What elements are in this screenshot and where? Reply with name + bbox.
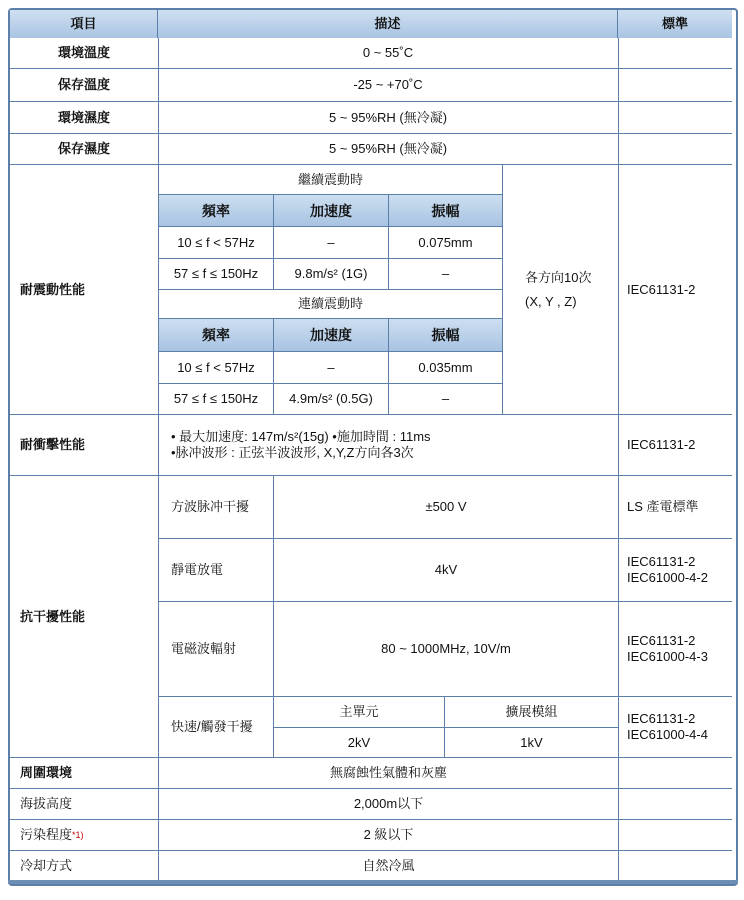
noise-burst-standard2: IEC61000-4-4 xyxy=(627,727,708,742)
row-label-op-humidity: 環境濕度 xyxy=(57,109,110,125)
vib-inter-row2-amp: – xyxy=(441,391,450,406)
noise-esd-standard xyxy=(619,539,732,601)
noise-radiated-standard1: IEC61131-2 xyxy=(627,633,696,648)
noise-radiated-standard2: IEC61000-4-3 xyxy=(627,649,708,664)
header-description: 描述 xyxy=(158,10,618,38)
noise-burst-name: 快速/觸發干擾 xyxy=(171,719,253,734)
noise-radiated-value: 80 ~ 1000MHz, 10V/m xyxy=(381,641,511,656)
noise-esd-standard1: IEC61131-2 xyxy=(627,554,696,569)
vib-inter-col-amp: 振幅 xyxy=(389,319,502,351)
row-label-op-temp: 環境溫度 xyxy=(57,45,110,60)
vib-cont-col-freq: 頻率 xyxy=(159,195,273,226)
shock-label: 耐衝擊性能 xyxy=(20,437,86,452)
shock-description xyxy=(159,415,618,475)
noise-burst-standard xyxy=(619,697,732,757)
vibration-intermittent-title: 連續震動時 xyxy=(297,296,363,311)
tail-cooling-label: 冷却方式 xyxy=(20,858,73,873)
vib-cont-row2-freq: 57 ≤ f ≤ 150Hz xyxy=(173,266,259,281)
tail-altitude-value: 2,000m以下 xyxy=(353,796,424,811)
vib-cont-row2-amp: – xyxy=(441,266,450,281)
noise-radiated-standard xyxy=(619,602,732,696)
header-standard: 標準 xyxy=(618,10,732,38)
tail-pollution-label-cell xyxy=(10,820,158,850)
vib-cont-row1-accel: – xyxy=(327,234,335,250)
noise-esd-standard2: IEC61000-4-2 xyxy=(627,570,708,585)
noise-esd-name: 靜電放電 xyxy=(171,562,224,577)
noise-burst-standard1: IEC61131-2 xyxy=(627,711,696,726)
row-value-store-temp: -25 ~ +70˚C xyxy=(353,77,423,92)
noise-burst-main-value: 2kV xyxy=(347,734,371,750)
noise-esd-value: 4kV xyxy=(434,562,458,577)
vib-cont-col-amp: 振幅 xyxy=(389,195,502,226)
vib-inter-col-freq: 頻率 xyxy=(159,319,273,351)
vib-cont-col-accel: 加速度 xyxy=(274,195,388,226)
vibration-direction-line1: 各方向10次 xyxy=(525,269,592,285)
noise-burst-expansion: 擴展模組 xyxy=(505,704,558,719)
row-label-store-temp: 保存溫度 xyxy=(57,77,110,92)
tail-env-value: 無腐蝕性氣體和灰塵 xyxy=(329,765,447,780)
header-item: 項目 xyxy=(10,10,158,38)
vib-inter-row2-freq: 57 ≤ f ≤ 150Hz xyxy=(173,391,259,406)
tail-pollution-label: 污染程度 xyxy=(20,827,73,842)
shock-standard: IEC61131-2 xyxy=(627,437,696,452)
vibration-direction xyxy=(503,165,618,414)
tail-cooling-value: 自然冷風 xyxy=(362,858,415,873)
vib-inter-row1-freq: 10 ≤ f < 57Hz xyxy=(177,359,255,375)
vib-cont-row2-accel: 9.8m/s² (1G) xyxy=(294,266,368,281)
row-label-store-humidity: 保存濕度 xyxy=(57,141,110,156)
row-value-op-temp: 0 ~ 55˚C xyxy=(362,45,414,60)
noise-square-value: ±500 V xyxy=(425,499,467,514)
row-value-store-humidity: 5 ~ 95%RH (無冷凝) xyxy=(328,141,448,156)
noise-square-standard: LS 產電標準 xyxy=(627,499,699,514)
noise-burst-expansion-value: 1kV xyxy=(520,734,543,750)
tail-pollution-value: 2 級以下 xyxy=(363,827,414,842)
vib-inter-row1-accel: – xyxy=(327,359,335,375)
vibration-standard: IEC61131-2 xyxy=(627,281,696,297)
bottom-bar xyxy=(8,880,738,884)
row-value-op-humidity: 5 ~ 95%RH (無冷凝) xyxy=(328,109,448,125)
tail-env-label: 周圍環境 xyxy=(20,765,73,780)
noise-label: 抗干擾性能 xyxy=(20,608,86,624)
vibration-label: 耐震動性能 xyxy=(20,281,86,297)
vib-cont-row1-freq: 10 ≤ f < 57Hz xyxy=(177,234,255,250)
shock-line2: •脉冲波形 : 正弦半波波形, X,Y,Z方向各3次 xyxy=(171,445,414,460)
noise-square-name: 方波脉冲干擾 xyxy=(171,499,250,514)
noise-radiated-name: 電磁波輻射 xyxy=(171,641,237,656)
vib-inter-row2-accel: 4.9m/s² (0.5G) xyxy=(289,391,373,406)
vib-inter-row1-amp: 0.035mm xyxy=(418,359,473,375)
tail-altitude-label: 海拔高度 xyxy=(20,796,73,811)
vib-cont-row1-amp: 0.075mm xyxy=(418,234,473,250)
tail-pollution-note: *1) xyxy=(72,830,84,840)
vibration-direction-line2: (X, Y , Z) xyxy=(525,293,577,309)
vibration-continuous-title: 繼續震動時 xyxy=(297,171,363,187)
noise-burst-main-unit: 主單元 xyxy=(339,704,379,719)
shock-line1: • 最大加速度: 147m/s²(15g) •施加時間 : 11ms xyxy=(171,429,431,444)
vib-inter-col-accel: 加速度 xyxy=(274,319,388,351)
